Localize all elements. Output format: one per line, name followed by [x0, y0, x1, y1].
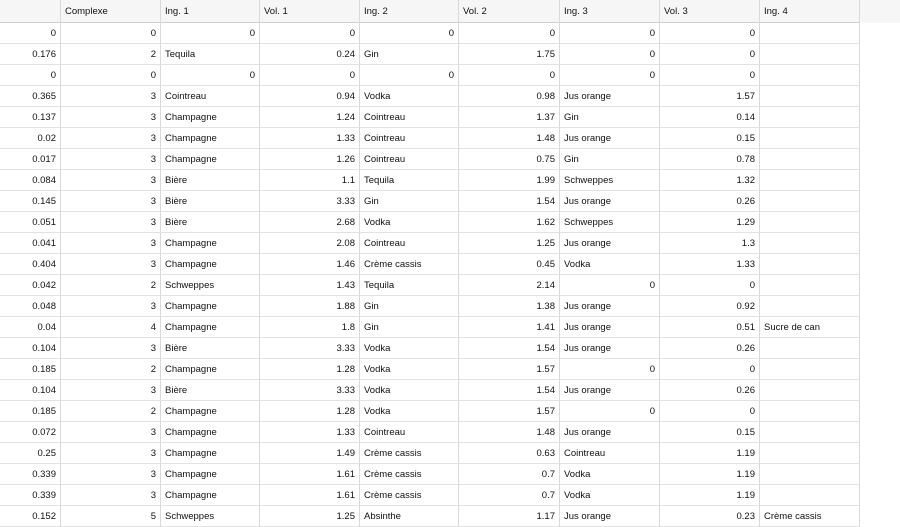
table-cell[interactable]: 2.68	[260, 212, 360, 233]
table-cell[interactable]: 5	[61, 506, 161, 527]
table-cell[interactable]: Bière	[161, 170, 260, 191]
table-cell[interactable]: Crème cassis	[360, 485, 459, 506]
table-cell[interactable]: 3	[61, 380, 161, 401]
table-cell[interactable]: 0.084	[0, 170, 61, 191]
table-cell[interactable]: Absinthe	[360, 506, 459, 527]
table-cell[interactable]: 3	[61, 422, 161, 443]
table-cell[interactable]: 1.19	[660, 443, 760, 464]
table-cell[interactable]: 3.33	[260, 338, 360, 359]
table-cell[interactable]: Jus orange	[560, 422, 660, 443]
table-cell[interactable]: 0.176	[0, 44, 61, 65]
table-cell[interactable]: 0	[260, 65, 360, 86]
table-cell[interactable]: Jus orange	[560, 86, 660, 107]
table-cell[interactable]: 2	[61, 401, 161, 422]
table-cell[interactable]: 0	[660, 359, 760, 380]
table-cell[interactable]: 0	[560, 275, 660, 296]
table-cell[interactable]: Champagne	[161, 401, 260, 422]
table-cell[interactable]: 0	[360, 65, 459, 86]
table-cell[interactable]: Cointreau	[360, 233, 459, 254]
table-cell[interactable]: 0.92	[660, 296, 760, 317]
table-cell[interactable]: 0.45	[459, 254, 560, 275]
table-cell[interactable]: 1.88	[260, 296, 360, 317]
table-cell[interactable]: 1.48	[459, 128, 560, 149]
table-cell[interactable]: 1.33	[660, 254, 760, 275]
table-cell[interactable]: 2	[61, 275, 161, 296]
table-cell[interactable]: 0	[61, 23, 161, 44]
table-row	[0, 338, 900, 359]
table-cell[interactable]	[760, 86, 860, 107]
table-cell[interactable]: 3	[61, 212, 161, 233]
table-cell[interactable]: Cointreau	[560, 443, 660, 464]
table-cell[interactable]: Jus orange	[560, 128, 660, 149]
table-cell[interactable]: Jus orange	[560, 506, 660, 527]
table-cell[interactable]: 2.08	[260, 233, 360, 254]
table-cell[interactable]: 0.98	[459, 86, 560, 107]
table-row	[0, 170, 900, 191]
table-cell[interactable]	[760, 233, 860, 254]
table-cell[interactable]: 0.042	[0, 275, 61, 296]
table-cell[interactable]: 1.33	[260, 128, 360, 149]
table-cell[interactable]: Gin	[360, 296, 459, 317]
table-cell[interactable]: 1.57	[459, 401, 560, 422]
table-cell[interactable]: 1.41	[459, 317, 560, 338]
table-cell[interactable]: Champagne	[161, 107, 260, 128]
table-cell[interactable]: 1.61	[260, 464, 360, 485]
table-row	[0, 212, 900, 233]
table-cell[interactable]: Gin	[560, 149, 660, 170]
table-cell[interactable]: Champagne	[161, 464, 260, 485]
column-header[interactable]: Vol. 3	[660, 0, 760, 23]
table-cell[interactable]: 1.17	[459, 506, 560, 527]
table-cell[interactable]: Gin	[360, 44, 459, 65]
table-cell[interactable]: 1.54	[459, 380, 560, 401]
table-cell[interactable]: 1.46	[260, 254, 360, 275]
table-cell[interactable]: Vodka	[360, 401, 459, 422]
column-header[interactable]: Vol. 2	[459, 0, 560, 23]
table-cell[interactable]: 0.185	[0, 401, 61, 422]
table-cell[interactable]: 1.54	[459, 338, 560, 359]
table-cell[interactable]: 0.048	[0, 296, 61, 317]
table-cell[interactable]: Tequila	[360, 170, 459, 191]
table-cell[interactable]: 3	[61, 443, 161, 464]
table-cell[interactable]: 0	[560, 23, 660, 44]
table-cell[interactable]: 0.017	[0, 149, 61, 170]
table-row	[0, 233, 900, 254]
table-cell[interactable]	[760, 401, 860, 422]
table-row	[0, 464, 900, 485]
table-cell[interactable]: 1.62	[459, 212, 560, 233]
table-cell[interactable]: 0.145	[0, 191, 61, 212]
table-cell[interactable]: 0.339	[0, 485, 61, 506]
table-cell[interactable]: 0.104	[0, 338, 61, 359]
table-cell[interactable]: 0	[459, 65, 560, 86]
table-cell[interactable]: 1.57	[660, 86, 760, 107]
table-cell[interactable]: Cointreau	[360, 107, 459, 128]
table-cell[interactable]: 0.072	[0, 422, 61, 443]
table-cell[interactable]: 3	[61, 254, 161, 275]
table-cell[interactable]	[760, 128, 860, 149]
table-cell[interactable]: Crème cassis	[360, 464, 459, 485]
table-cell[interactable]: 0	[0, 65, 61, 86]
table-row	[0, 44, 900, 65]
table-cell[interactable]: 0.02	[0, 128, 61, 149]
table-cell[interactable]: 0.75	[459, 149, 560, 170]
table-cell[interactable]	[760, 296, 860, 317]
table-cell[interactable]: 0.404	[0, 254, 61, 275]
table-cell[interactable]: 1.19	[660, 485, 760, 506]
column-header[interactable]: Ing. 3	[560, 0, 660, 23]
table-row	[0, 296, 900, 317]
table-cell[interactable]: Cointreau	[360, 422, 459, 443]
table-row	[0, 128, 900, 149]
table-cell[interactable]	[760, 380, 860, 401]
table-cell[interactable]: Cointreau	[360, 149, 459, 170]
table-cell[interactable]: 0.26	[660, 380, 760, 401]
table-cell[interactable]	[760, 170, 860, 191]
table-cell[interactable]: 1.8	[260, 317, 360, 338]
table-cell[interactable]: 0	[459, 23, 560, 44]
table-cell[interactable]: Jus orange	[560, 191, 660, 212]
table-cell[interactable]: 2	[61, 359, 161, 380]
table-cell[interactable]: Champagne	[161, 422, 260, 443]
table-cell[interactable]: 1.24	[260, 107, 360, 128]
table-cell[interactable]: 1.49	[260, 443, 360, 464]
table-cell[interactable]: Bière	[161, 380, 260, 401]
table-cell[interactable]: 1.54	[459, 191, 560, 212]
table-cell[interactable]: 0	[660, 275, 760, 296]
table-cell[interactable]: Tequila	[360, 275, 459, 296]
table-cell[interactable]: 1.75	[459, 44, 560, 65]
table-cell[interactable]: Vodka	[560, 464, 660, 485]
table-cell[interactable]: 0.14	[660, 107, 760, 128]
table-cell[interactable]: Schweppes	[161, 275, 260, 296]
table-cell[interactable]: 3.33	[260, 380, 360, 401]
table-cell[interactable]: 1.25	[260, 506, 360, 527]
table-cell[interactable]: 0	[161, 65, 260, 86]
table-cell[interactable]: 3	[61, 107, 161, 128]
table-cell[interactable]: Jus orange	[560, 317, 660, 338]
table-cell[interactable]: 0	[560, 401, 660, 422]
table-cell[interactable]: 3	[61, 128, 161, 149]
table-cell[interactable]: Tequila	[161, 44, 260, 65]
table-cell[interactable]	[760, 464, 860, 485]
table-cell[interactable]: 0.185	[0, 359, 61, 380]
table-row	[0, 86, 900, 107]
column-header[interactable]	[0, 0, 61, 23]
table-row	[0, 65, 900, 86]
table-cell[interactable]: 0	[660, 44, 760, 65]
table-row	[0, 401, 900, 422]
table-cell[interactable]: Jus orange	[560, 233, 660, 254]
table-row	[0, 359, 900, 380]
table-cell[interactable]: 1.25	[459, 233, 560, 254]
table-cell[interactable]: 3	[61, 191, 161, 212]
table-row	[0, 443, 900, 464]
table-cell[interactable]: Gin	[360, 191, 459, 212]
table-cell[interactable]: Champagne	[161, 254, 260, 275]
table-cell[interactable]	[760, 422, 860, 443]
table-cell[interactable]: 3	[61, 485, 161, 506]
table-cell[interactable]: 3	[61, 296, 161, 317]
table-cell[interactable]	[760, 485, 860, 506]
table-cell[interactable]	[760, 254, 860, 275]
column-header[interactable]: Ing. 4	[760, 0, 860, 23]
table-cell[interactable]: 1.28	[260, 359, 360, 380]
table-cell[interactable]: 0	[660, 23, 760, 44]
table-cell[interactable]: 1.1	[260, 170, 360, 191]
table-cell[interactable]: 3	[61, 170, 161, 191]
column-header[interactable]: Vol. 1	[260, 0, 360, 23]
table-cell[interactable]: Champagne	[161, 233, 260, 254]
table-cell[interactable]: 0.24	[260, 44, 360, 65]
table-cell[interactable]: 0.51	[660, 317, 760, 338]
table-cell[interactable]	[760, 275, 860, 296]
table-cell[interactable]: 3	[61, 233, 161, 254]
table-cell[interactable]	[760, 443, 860, 464]
table-cell[interactable]: Vodka	[360, 86, 459, 107]
table-cell[interactable]	[760, 149, 860, 170]
table-cell[interactable]: Schweppes	[560, 170, 660, 191]
table-cell[interactable]: Champagne	[161, 128, 260, 149]
table-cell[interactable]: Gin	[360, 317, 459, 338]
table-row	[0, 191, 900, 212]
table-cell[interactable]: 1.3	[660, 233, 760, 254]
table-cell[interactable]: 4	[61, 317, 161, 338]
table-cell[interactable]: 0	[0, 23, 61, 44]
table-cell[interactable]: Gin	[560, 107, 660, 128]
table-cell[interactable]: 0.104	[0, 380, 61, 401]
table-row	[0, 23, 900, 44]
table-cell[interactable]: 0.78	[660, 149, 760, 170]
table-cell[interactable]: 0	[61, 65, 161, 86]
table-cell[interactable]: 0.365	[0, 86, 61, 107]
table-cell[interactable]	[760, 65, 860, 86]
table-cell[interactable]: Vodka	[360, 380, 459, 401]
table-cell[interactable]: 0	[161, 23, 260, 44]
table-cell[interactable]: 0	[560, 359, 660, 380]
table-cell[interactable]: 0.25	[0, 443, 61, 464]
table-cell[interactable]: Bière	[161, 212, 260, 233]
table-cell[interactable]: 0.15	[660, 128, 760, 149]
table-cell[interactable]: 0.137	[0, 107, 61, 128]
table-row	[0, 506, 900, 527]
column-header[interactable]: Ing. 1	[161, 0, 260, 23]
table-row	[0, 485, 900, 506]
table-cell[interactable]: Vodka	[560, 254, 660, 275]
table-cell[interactable]: 0.339	[0, 464, 61, 485]
column-header[interactable]: Ing. 2	[360, 0, 459, 23]
table-row	[0, 317, 900, 338]
table-cell[interactable]: 1.29	[660, 212, 760, 233]
table-cell[interactable]: 0.63	[459, 443, 560, 464]
table-cell[interactable]: 0.26	[660, 191, 760, 212]
table-cell[interactable]	[760, 359, 860, 380]
table-cell[interactable]: 0	[560, 44, 660, 65]
table-cell[interactable]: 1.61	[260, 485, 360, 506]
table-row	[0, 380, 900, 401]
table-cell[interactable]: Champagne	[161, 149, 260, 170]
table-cell[interactable]: Champagne	[161, 359, 260, 380]
table-cell[interactable]: 0.041	[0, 233, 61, 254]
table-cell[interactable]	[760, 23, 860, 44]
table-cell[interactable]: Cointreau	[360, 128, 459, 149]
table-cell[interactable]: 1.99	[459, 170, 560, 191]
table-cell[interactable]: 0.7	[459, 464, 560, 485]
table-cell[interactable]: 0.26	[660, 338, 760, 359]
table-cell[interactable]: 0.94	[260, 86, 360, 107]
table-cell[interactable]: Jus orange	[560, 296, 660, 317]
column-header[interactable]: Complexe	[61, 0, 161, 23]
table-cell[interactable]: Jus orange	[560, 380, 660, 401]
table-cell[interactable]	[760, 44, 860, 65]
table-cell[interactable]: 0.7	[459, 485, 560, 506]
table-cell[interactable]: Champagne	[161, 296, 260, 317]
table-cell[interactable]: 2.14	[459, 275, 560, 296]
table-cell[interactable]: 1.43	[260, 275, 360, 296]
table-cell[interactable]: Vodka	[360, 359, 459, 380]
table-cell[interactable]: 2	[61, 44, 161, 65]
table-cell[interactable]: 1.28	[260, 401, 360, 422]
table-cell[interactable]	[760, 107, 860, 128]
table-cell[interactable]: 0	[560, 65, 660, 86]
table-cell[interactable]: Crème cassis	[360, 254, 459, 275]
table-row	[0, 107, 900, 128]
table-cell[interactable]: Vodka	[360, 338, 459, 359]
table-cell[interactable]: 0	[660, 401, 760, 422]
table-cell[interactable]: 0.15	[660, 422, 760, 443]
table-cell[interactable]: 1.48	[459, 422, 560, 443]
table-cell[interactable]: Champagne	[161, 485, 260, 506]
table-cell[interactable]: 1.38	[459, 296, 560, 317]
table-cell[interactable]: 1.33	[260, 422, 360, 443]
table-cell[interactable]	[760, 191, 860, 212]
table-cell[interactable]: Champagne	[161, 443, 260, 464]
table-cell[interactable]: 0.23	[660, 506, 760, 527]
table-cell[interactable]: Crème cassis	[760, 506, 860, 527]
table-cell[interactable]: Cointreau	[161, 86, 260, 107]
table-cell[interactable]: Jus orange	[560, 338, 660, 359]
table-row	[0, 149, 900, 170]
table-cell[interactable]: 3	[61, 149, 161, 170]
table-cell[interactable]: Vodka	[360, 212, 459, 233]
header-row	[0, 0, 900, 23]
table-cell[interactable]: Champagne	[161, 317, 260, 338]
table-cell[interactable]: 1.37	[459, 107, 560, 128]
table-cell[interactable]: Vodka	[560, 485, 660, 506]
table-cell[interactable]: 1.19	[660, 464, 760, 485]
table-cell[interactable]: 0.04	[0, 317, 61, 338]
table-cell[interactable]: 0	[360, 23, 459, 44]
table-cell[interactable]: 3	[61, 464, 161, 485]
table-cell[interactable]: Bière	[161, 191, 260, 212]
table-cell[interactable]: Schweppes	[161, 506, 260, 527]
table-cell[interactable]	[760, 212, 860, 233]
table-cell[interactable]: 0	[260, 23, 360, 44]
table-row	[0, 275, 900, 296]
table-cell[interactable]: 0	[660, 65, 760, 86]
table-cell[interactable]	[760, 338, 860, 359]
table-cell[interactable]: Schweppes	[560, 212, 660, 233]
table-cell[interactable]: Sucre de can	[760, 317, 860, 338]
table-cell[interactable]: 3	[61, 338, 161, 359]
table-cell[interactable]: Crème cassis	[360, 443, 459, 464]
table-cell[interactable]: Bière	[161, 338, 260, 359]
table-row	[0, 254, 900, 275]
table-cell[interactable]: 1.57	[459, 359, 560, 380]
table-cell[interactable]: 3	[61, 86, 161, 107]
table-cell[interactable]: 1.26	[260, 149, 360, 170]
table-cell[interactable]: 3.33	[260, 191, 360, 212]
table-cell[interactable]: 1.32	[660, 170, 760, 191]
table-row	[0, 422, 900, 443]
table-cell[interactable]: 0.051	[0, 212, 61, 233]
table-cell[interactable]: 0.152	[0, 506, 61, 527]
